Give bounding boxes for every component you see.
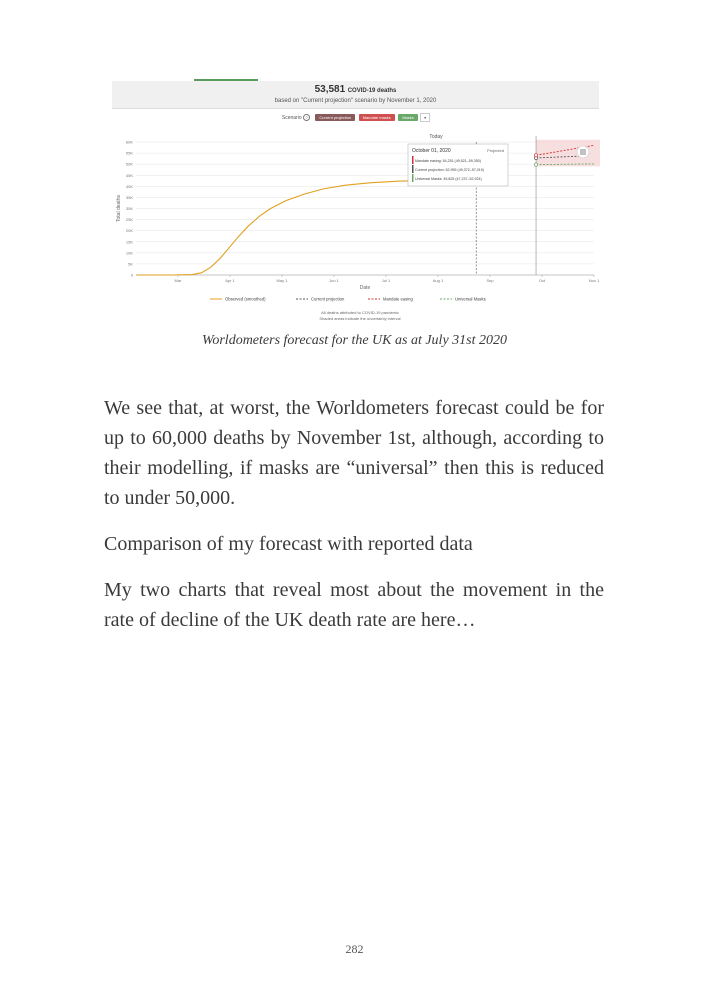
forecast-figure	[110, 76, 602, 328]
chart-footnote: Shaded areas indicate the uncertainty interval	[319, 316, 401, 321]
tooltip-status: Projected	[487, 148, 504, 153]
body-paragraph: We see that, at worst, the Worldometers forecast could be for up to 60,000 deaths by November 1st, although, according to their modelling, if masks are “universal” then this is reduced to under 50,000.	[104, 397, 604, 509]
chart-footnote: All deaths attributed to COVID-19 pandemic	[321, 310, 399, 315]
help-icon[interactable]: ?	[303, 114, 310, 121]
tooltip-row: Mandate easing: 54,251 (49,521–59,350)	[415, 159, 481, 163]
series-marker	[534, 154, 537, 157]
y-tick-label: 0	[130, 272, 133, 278]
section-heading: Comparison of my forecast with reported data	[104, 533, 473, 555]
chart-menu-button[interactable]	[577, 146, 589, 158]
scenario-label: Scenario	[281, 115, 302, 121]
x-tick-label: Apr 1	[225, 278, 235, 283]
tooltip-date: October 01, 2020	[412, 148, 451, 154]
y-axis-label: Total deaths	[116, 195, 122, 222]
y-axis-ticks	[126, 140, 134, 278]
page-number: 282	[345, 942, 364, 956]
chart-series	[136, 145, 594, 275]
chart-legend	[210, 297, 486, 302]
x-tick-label: Nov 1	[588, 278, 600, 283]
body-paragraph: My two charts that reveal most about the movement in the rate of decline of the UK death rate are here…	[104, 579, 604, 631]
deaths-label: COVID-19 deaths	[347, 88, 397, 94]
y-tick-label: 55K	[125, 150, 133, 156]
deaths-subtitle: based on "Current projection" scenario by November 1, 2020	[274, 98, 437, 104]
y-tick-label: 25K	[125, 217, 133, 223]
y-tick-label: 45K	[125, 172, 133, 178]
x-tick-label: Aug 1	[432, 278, 444, 283]
x-tick-label: Mar	[174, 278, 182, 283]
y-tick-label: 15K	[125, 239, 133, 245]
scenario-chip-mandate[interactable]: Mandate masks	[359, 114, 395, 121]
series-line	[136, 180, 476, 275]
forecast-chart	[110, 76, 602, 328]
x-tick-label: Jul 1	[381, 278, 391, 283]
deaths-value: 53,581	[314, 84, 346, 95]
y-tick-label: 50K	[125, 161, 133, 167]
y-tick-label: 5K	[128, 261, 133, 267]
legend-label: Mandate easing	[383, 296, 413, 302]
x-axis-label: Date	[359, 285, 371, 291]
legend-label: Current projection	[311, 296, 345, 302]
y-tick-label: 20K	[125, 228, 133, 234]
x-tick-label: May 1	[276, 278, 288, 283]
tooltip-row: Current projection: 52,955 (49,372–57,019)	[415, 168, 484, 172]
y-tick-label: 60K	[125, 139, 133, 145]
chart-tooltip	[408, 144, 508, 186]
scenario-chip-masks[interactable]: Masks	[398, 114, 418, 121]
today-label: Today	[429, 134, 443, 140]
tooltip-row: Universal Masks: 49,825 (47,237–52,924)	[415, 177, 482, 181]
y-tick-label: 35K	[125, 194, 133, 200]
projection-uncertainty-band	[536, 140, 600, 167]
x-axis-ticks	[175, 275, 600, 283]
chevron-down-icon[interactable]: ▾	[420, 113, 430, 122]
y-tick-label: 30K	[125, 206, 133, 211]
x-tick-label: Jun 1	[329, 278, 339, 283]
legend-label: Observed (smoothed)	[225, 296, 266, 302]
chart-grid	[136, 142, 594, 275]
x-tick-label: Sep	[486, 278, 494, 283]
legend-label: Universal Masks	[455, 296, 486, 302]
y-tick-label: 10K	[125, 250, 133, 256]
scenario-chip-current[interactable]: Current projection	[315, 114, 355, 121]
x-tick-label: Oct	[538, 278, 546, 283]
figure-caption: Worldometers forecast for the UK as at July 31st 2020	[201, 333, 507, 348]
series-marker	[534, 163, 537, 166]
y-tick-label: 40K	[125, 183, 133, 189]
